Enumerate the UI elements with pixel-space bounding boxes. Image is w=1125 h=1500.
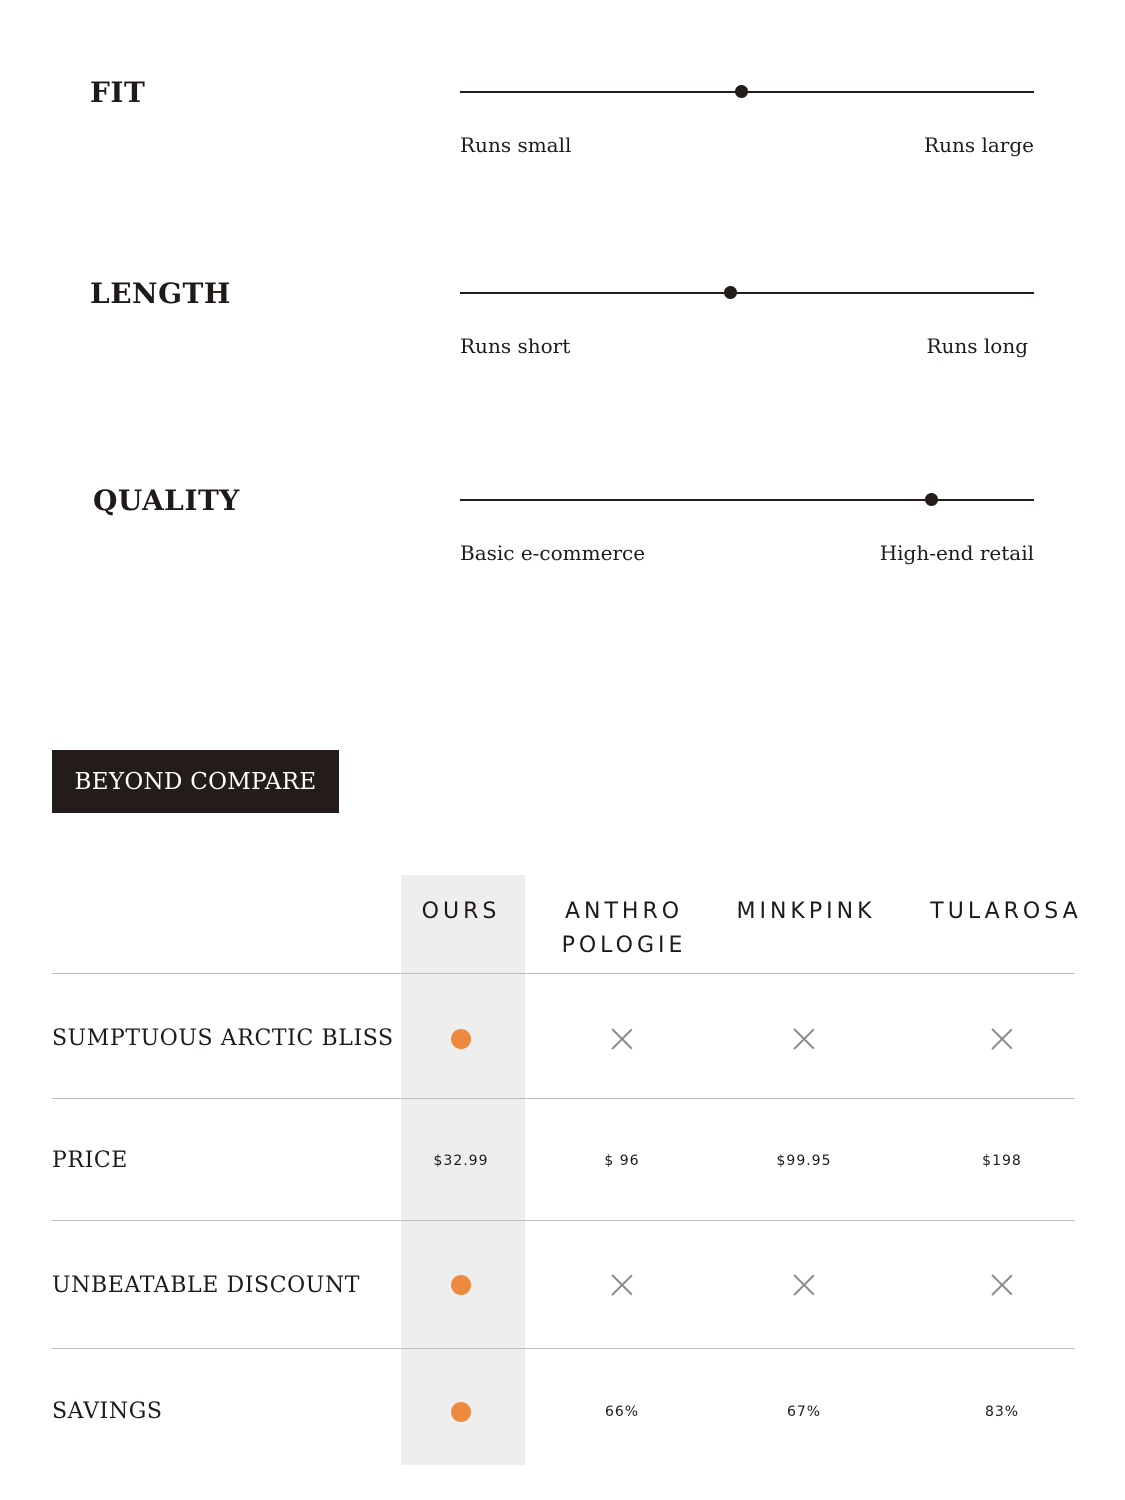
- length-scale: [0, 277, 1125, 397]
- cross-icon: [611, 1274, 633, 1296]
- fit-slider-knob: [735, 85, 748, 98]
- table-divider: [52, 1098, 1075, 1099]
- column-header-ours: [371, 895, 551, 929]
- table-cell-value: 66%: [604, 1404, 640, 1420]
- quality-title: QUALITY: [93, 484, 240, 517]
- quality-left-label: Basic e-commerce: [460, 541, 646, 565]
- table-cell-value: $32.99: [433, 1153, 489, 1169]
- check-dot-icon: [451, 1402, 471, 1422]
- length-right-label: Runs long: [926, 334, 1028, 358]
- table-cell-value: 67%: [786, 1404, 822, 1420]
- row-label-sumptuous-arctic-bliss: SUMPTUOUS ARCTIC BLISS: [52, 1026, 394, 1051]
- check-dot-icon: [451, 1029, 471, 1049]
- table-divider: [52, 1220, 1075, 1221]
- table-cell-value: 83%: [984, 1404, 1020, 1420]
- cross-icon: [611, 1028, 633, 1050]
- column-header-tularosa: [916, 895, 1096, 929]
- row-label-savings: SAVINGS: [52, 1399, 163, 1424]
- ours-column-highlight: [401, 875, 525, 1465]
- column-header-line: MINKPINK: [736, 899, 876, 924]
- row-label-price: PRICE: [52, 1148, 128, 1173]
- table-cell-value: $198: [982, 1153, 1022, 1169]
- column-header-line: POLOGIE: [561, 933, 687, 958]
- cross-icon: [793, 1028, 815, 1050]
- fit-title: FIT: [90, 76, 146, 109]
- cross-icon: [793, 1274, 815, 1296]
- quality-right-label: High-end retail: [879, 541, 1034, 565]
- cross-icon: [991, 1274, 1013, 1296]
- fit-left-label: Runs small: [460, 133, 572, 157]
- column-header-line: TULAROSA: [930, 899, 1082, 924]
- quality-slider-track: [460, 499, 1034, 501]
- length-title: LENGTH: [90, 277, 231, 310]
- table-cell-value: $ 96: [604, 1153, 640, 1169]
- column-header-line: ANTHRO: [564, 899, 684, 924]
- column-header-anthropologie: [534, 895, 714, 963]
- fit-slider-track: [460, 91, 1034, 93]
- length-left-label: Runs short: [460, 334, 571, 358]
- length-slider-knob: [724, 286, 737, 299]
- beyond-compare-banner: BEYOND COMPARE: [52, 750, 339, 813]
- length-slider-track: [460, 292, 1034, 294]
- column-header-line: OURS: [421, 899, 501, 924]
- check-dot-icon: [451, 1275, 471, 1295]
- cross-icon: [991, 1028, 1013, 1050]
- table-divider: [52, 973, 1075, 974]
- quality-scale: [0, 484, 1125, 604]
- table-divider: [52, 1348, 1075, 1349]
- quality-slider-knob: [925, 493, 938, 506]
- fit-scale: [0, 76, 1125, 196]
- column-header-minkpink: [716, 895, 896, 929]
- table-cell-value: $99.95: [776, 1153, 832, 1169]
- row-label-unbeatable-discount: UNBEATABLE DISCOUNT: [52, 1273, 361, 1298]
- fit-right-label: Runs large: [924, 133, 1034, 157]
